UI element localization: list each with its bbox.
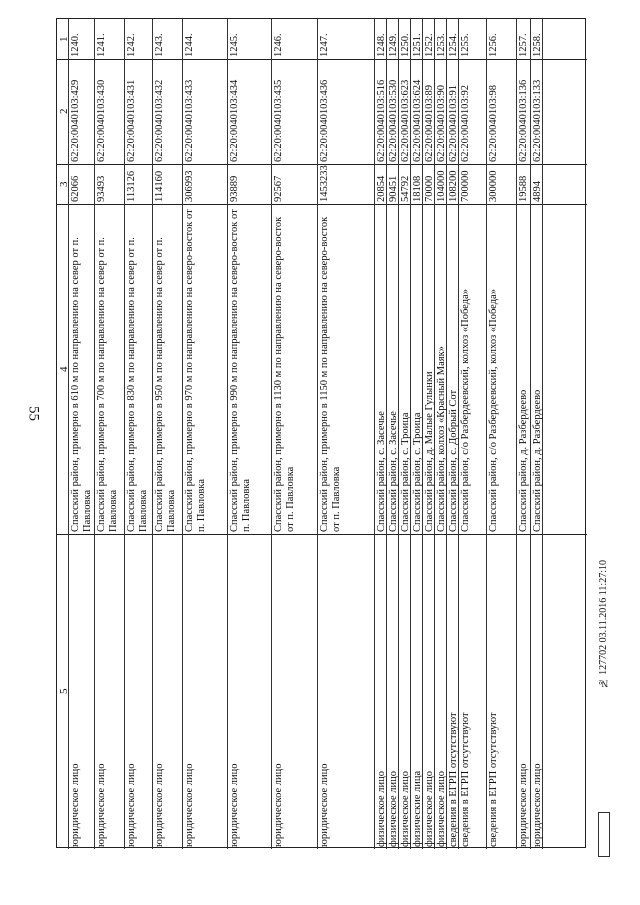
table-cell-cad: 62:20:0040103:89 xyxy=(424,84,435,162)
table-row xyxy=(318,19,375,849)
table-cell-cad: 62:20:0040103:90 xyxy=(436,84,447,162)
header-cell: 1 xyxy=(58,36,70,42)
table-cell-loc: Спасский район, с. Троица xyxy=(400,412,411,532)
table-cell-loc: Спасский район, с. Добрый Сот xyxy=(448,389,459,532)
table-row xyxy=(447,19,459,849)
table-cell-cad: 62:20:0040103:433 xyxy=(184,79,195,162)
table-cell-owner: физическое лицо xyxy=(436,770,447,847)
table-cell-n: 1249. xyxy=(388,33,399,57)
table-cell-cad: 62:20:0040103:431 xyxy=(126,79,137,162)
table-cell-n: 1240. xyxy=(70,33,81,57)
header-cell: 2 xyxy=(58,108,70,115)
table-cell-owner: юридическое лицо xyxy=(184,763,195,847)
table-row xyxy=(423,19,435,849)
table-cell-area: 700000 xyxy=(460,170,471,202)
header-cell: 4 xyxy=(58,366,70,372)
table-cell-loc: Спасский район, примерно в 1150 м по направлению на северо-восток от п. Павловка xyxy=(319,214,342,532)
table-cell-cad: 62:20:0040103:530 xyxy=(388,79,399,162)
table-cell-owner: юридическое лицо xyxy=(229,763,240,847)
table-cell-owner: физическое лицо xyxy=(388,770,399,847)
table-cell-area: 62066 xyxy=(70,175,81,202)
table-cell-owner: физическое лицо xyxy=(424,770,435,847)
table-cell-cad: 62:20:0040103:623 xyxy=(400,79,411,162)
table-cell-owner: юридическое лицо xyxy=(96,763,107,847)
land-plots-table xyxy=(56,18,596,868)
table-cell-loc: Спасский район, колхоз «Красный Маяк» xyxy=(436,346,447,532)
table-row xyxy=(153,19,183,849)
table-cell-owner: сведения в ЕГРП отсутствуют xyxy=(488,712,499,847)
table-cell-area: 113126 xyxy=(126,170,137,202)
table-cell-area: 300000 xyxy=(488,170,499,202)
table-cell-cad: 62:20:0040103:429 xyxy=(70,79,81,162)
table-cell-area: 108200 xyxy=(448,170,459,202)
table-cell-cad: 62:20:0040103:136 xyxy=(518,79,529,162)
table-cell-owner: физическое лицо xyxy=(400,770,411,847)
table-cell-area: 104000 xyxy=(436,170,447,202)
table-cell-cad: 62:20:0040103:430 xyxy=(96,79,107,162)
table-row xyxy=(375,19,387,849)
table-cell-cad: 62:20:0040103:516 xyxy=(376,79,387,162)
table-row xyxy=(411,19,423,849)
table-row xyxy=(435,19,447,849)
table-cell-loc: Спасский район, примерно в 1130 м по направлению на северо-восток от п. Павловка xyxy=(273,214,296,532)
table-cell-loc: Спасский район, примерно в 830 м по направлению на север от п. Павловка xyxy=(126,234,149,532)
table-cell-owner: юридическое лицо xyxy=(532,763,543,847)
table-cell-cad: 62:20:0040103:91 xyxy=(448,84,459,162)
table-cell-loc: Спасский район, примерно в 610 м по направлению на север от п. Павловка xyxy=(70,234,93,532)
table-row xyxy=(459,19,487,849)
table-cell-n: 1242. xyxy=(126,33,137,57)
table-cell-n: 1243. xyxy=(154,33,165,57)
table-cell-cad: 62:20:0040103:98 xyxy=(488,84,499,162)
table-row xyxy=(387,19,399,849)
table-cell-n: 1256. xyxy=(488,33,499,57)
table-cell-loc: Спасский район, примерно в 990 м по направлению на северо-восток от п. Павловка xyxy=(229,206,252,532)
table-row xyxy=(517,19,531,849)
table-cell-loc: Спасский район, примерно в 970 м по направлению на северо-восток от п. Павловка xyxy=(184,206,207,532)
table-cell-n: 1241. xyxy=(96,33,107,57)
table-cell-owner: юридическое лицо xyxy=(319,763,330,847)
table-cell-loc: Спасский район, д. Разбердеево xyxy=(518,389,529,532)
table-row xyxy=(272,19,318,849)
header-row xyxy=(57,19,69,849)
table-cell-area: 90451 xyxy=(388,175,399,202)
table-cell-area: 19588 xyxy=(518,175,529,202)
table-cell-cad: 62:20:0040103:432 xyxy=(154,79,165,162)
header-cell: 5 xyxy=(58,688,70,695)
table-cell-cad: 62:20:0040103:624 xyxy=(412,79,423,162)
table-cell-n: 1251. xyxy=(412,33,423,57)
barcode-stamp xyxy=(598,812,610,857)
table-cell-owner: физические лица xyxy=(412,770,423,847)
table-cell-owner: юридическое лицо xyxy=(273,763,284,847)
table-cell-owner: юридическое лицо xyxy=(70,763,81,847)
table-cell-area: 114160 xyxy=(154,170,165,202)
table-row xyxy=(125,19,153,849)
table-cell-n: 1252. xyxy=(424,33,435,57)
table-cell-n: 1244. xyxy=(184,33,195,57)
table-cell-loc: Спасский район, примерно в 700 м по направлению на север от п. Павловка xyxy=(96,234,119,532)
table-cell-area: 1453233 xyxy=(319,165,330,202)
table-row xyxy=(69,19,95,849)
table-row xyxy=(228,19,272,849)
table-cell-area: 20854 xyxy=(376,175,387,202)
table-row xyxy=(183,19,228,849)
table-cell-loc: Спасский район, с/о Разбердеевский, колхоз «Победа» xyxy=(460,289,471,532)
table-cell-n: 1254. xyxy=(448,33,459,57)
table-cell-cad: 62:20:0040103:92 xyxy=(460,84,471,162)
table-cell-area: 93889 xyxy=(229,175,240,202)
table-row xyxy=(399,19,411,849)
table-row xyxy=(95,19,125,849)
table-cell-loc: Спасский район, с/о Разбердеевский, колхоз «Победа» xyxy=(488,289,499,532)
registration-stamp-text: № 127702 03.11.2016 11:27:10 xyxy=(598,560,609,689)
table-cell-owner: физическое лицо xyxy=(376,770,387,847)
table-row xyxy=(487,19,517,849)
page-number: 55 xyxy=(25,406,42,421)
table-cell-cad: 62:20:0040103:434 xyxy=(229,79,240,162)
document-footer xyxy=(598,560,612,860)
table-cell-area: 4894 xyxy=(532,181,543,202)
table-cell-n: 1258. xyxy=(532,33,543,57)
table-cell-n: 1247. xyxy=(319,33,330,57)
table-cell-area: 306993 xyxy=(184,170,195,202)
table-cell-n: 1250. xyxy=(400,33,411,57)
table-cell-area: 54792 xyxy=(400,175,411,202)
table-cell-loc: Спасский район, с. Засечье xyxy=(388,411,399,532)
table-cell-area: 93493 xyxy=(96,175,107,202)
table-cell-loc: Спасский район, д. Малые Гулынки xyxy=(424,371,435,532)
table-row xyxy=(531,19,543,849)
table-cell-n: 1246. xyxy=(273,33,284,57)
table-cell-n: 1255. xyxy=(460,33,471,57)
table-cell-loc: Спасский район, д. Разбердеево xyxy=(532,389,543,532)
table-grid xyxy=(56,18,586,848)
table-cell-n: 1253. xyxy=(436,33,447,57)
table-cell-owner: юридическое лицо xyxy=(126,763,137,847)
table-cell-owner: юридическое лицо xyxy=(518,763,529,847)
header-cell: 3 xyxy=(58,181,70,187)
table-cell-n: 1248. xyxy=(376,33,387,57)
table-cell-area: 18108 xyxy=(412,175,423,202)
table-cell-n: 1245. xyxy=(229,33,240,57)
table-cell-loc: Спасский район, с. Засечье xyxy=(376,411,387,532)
table-cell-area: 70000 xyxy=(424,175,435,202)
table-cell-area: 92567 xyxy=(273,175,284,202)
table-cell-loc: Спасский район, примерно в 950 м по направлению на север от п. Павловка xyxy=(154,234,177,532)
table-cell-owner: сведения в ЕГРП отсутствуют xyxy=(460,712,471,847)
table-cell-owner: сведения в ЕГРП отсутствуют xyxy=(448,712,459,847)
table-cell-cad: 62:20:0040103:435 xyxy=(273,79,284,162)
table-cell-n: 1257. xyxy=(518,33,529,57)
table-cell-loc: Спасский район, с. Троица xyxy=(412,412,423,532)
table-cell-owner: юридическое лицо xyxy=(154,763,165,847)
table-cell-cad: 62:20:0040103:436 xyxy=(319,79,330,162)
table-cell-cad: 62:20:0040103:133 xyxy=(532,79,543,162)
